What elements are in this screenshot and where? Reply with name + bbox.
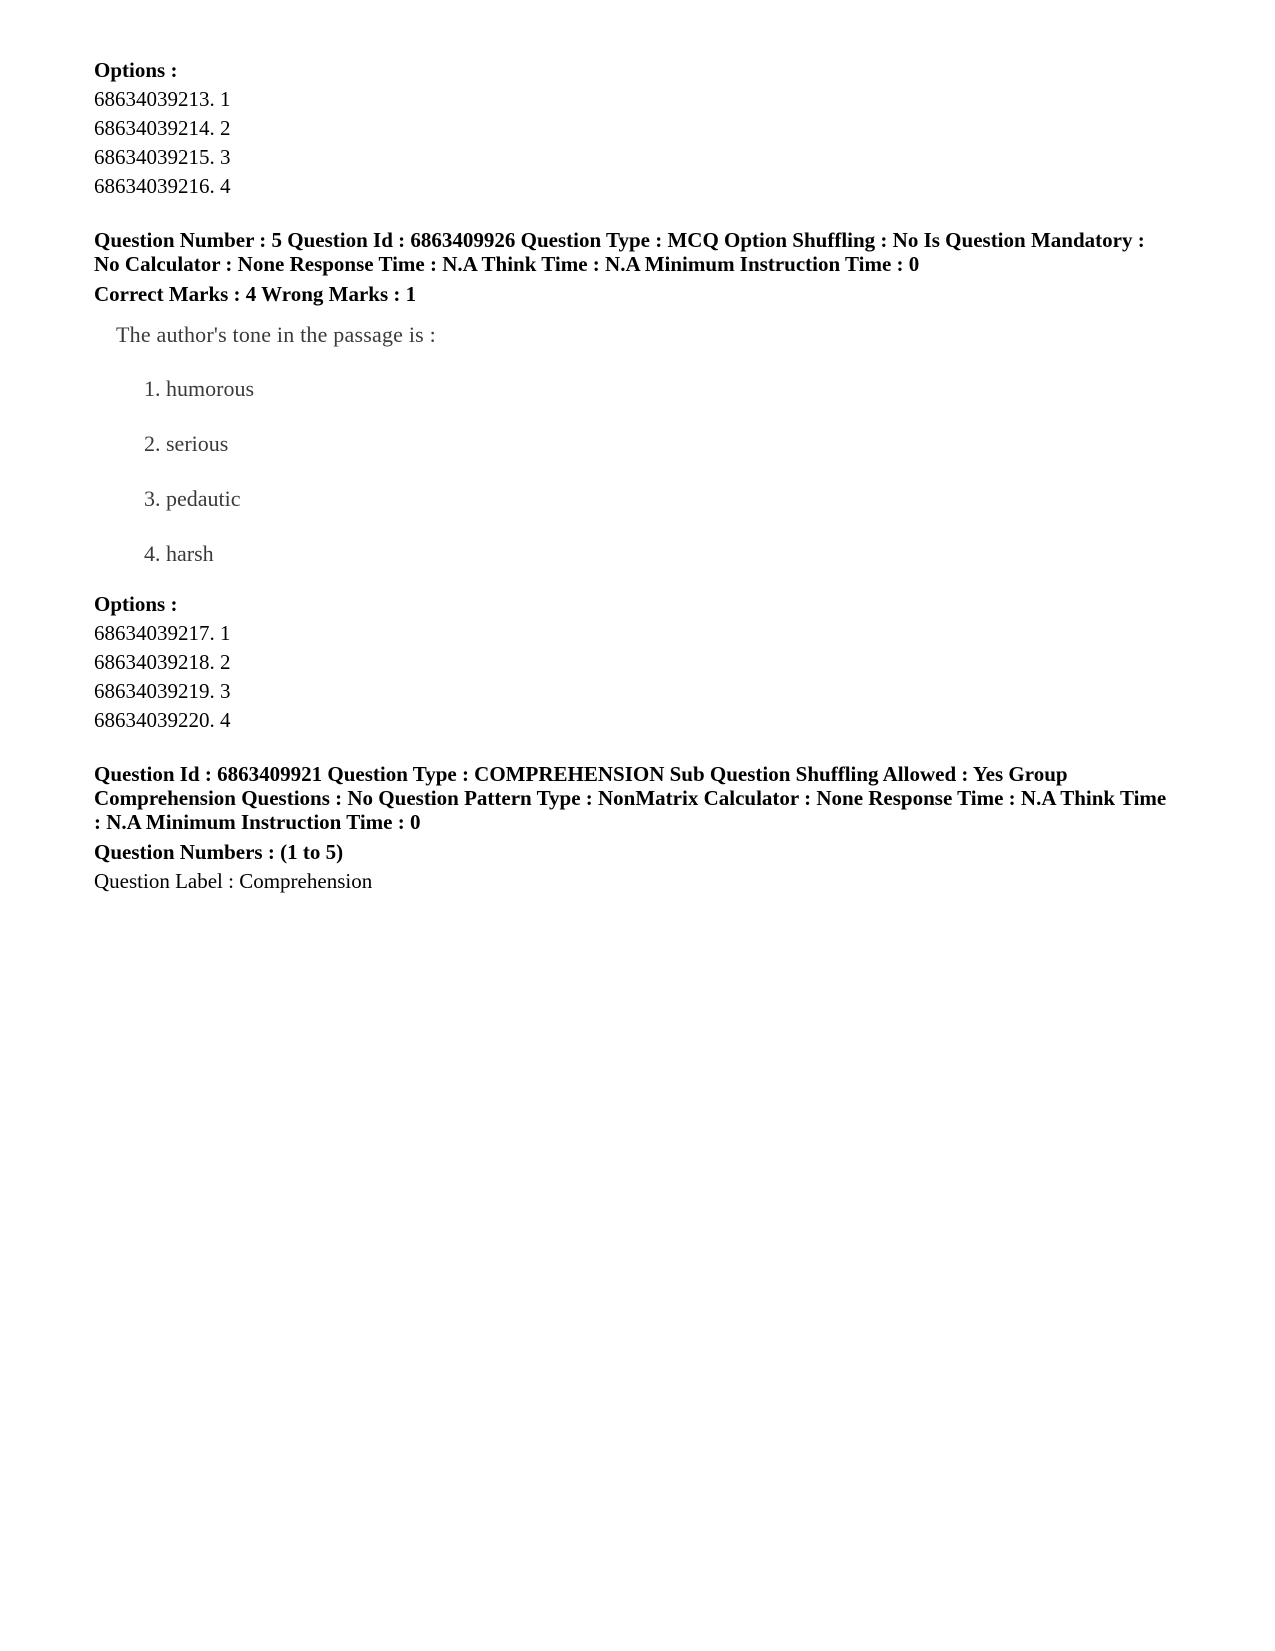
comprehension-block — [94, 762, 1204, 896]
options-heading: Options : — [94, 592, 178, 616]
comprehension-meta-line: Comprehension Questions : No Question Pattern Type : NonMatrix Calculator : None Response Time : N.A Think Time — [94, 786, 1167, 810]
question-meta-line: Question Number : 5 Question Id : 6863409926 Question Type : MCQ Option Shuffling : No Is Question Mandatory : — [94, 228, 1145, 252]
question-choice: 3. pedautic — [144, 486, 241, 511]
question-choice: 4. harsh — [144, 541, 214, 566]
option-item: 68634039215. 3 — [94, 145, 231, 169]
question-image — [116, 321, 576, 568]
previous-question-options — [94, 56, 1204, 201]
option-item: 68634039219. 3 — [94, 679, 231, 703]
question-numbers: Question Numbers : (1 to 5) — [94, 840, 344, 864]
option-item: 68634039220. 4 — [94, 708, 231, 732]
question-meta-line: No Calculator : None Response Time : N.A Think Time : N.A Minimum Instruction Time : 0 — [94, 252, 920, 276]
comprehension-meta-line: : N.A Minimum Instruction Time : 0 — [94, 810, 421, 834]
document-page — [94, 56, 1204, 896]
question-label: Question Label : Comprehension — [94, 869, 373, 893]
option-item: 68634039213. 1 — [94, 87, 231, 111]
option-item: 68634039214. 2 — [94, 116, 231, 140]
option-item: 68634039218. 2 — [94, 650, 231, 674]
options-heading: Options : — [94, 58, 178, 82]
question-stem: The author's tone in the passage is : — [116, 322, 436, 347]
question-marks: Correct Marks : 4 Wrong Marks : 1 — [94, 282, 417, 306]
option-item: 68634039217. 1 — [94, 621, 231, 645]
option-item: 68634039216. 4 — [94, 174, 231, 198]
question-choice: 1. humorous — [144, 376, 254, 401]
question-choice: 2. serious — [144, 431, 229, 456]
comprehension-meta-line: Question Id : 6863409921 Question Type : COMPREHENSION Sub Question Shuffling Allowed : Yes Group — [94, 762, 1068, 786]
question-5 — [94, 228, 1204, 735]
